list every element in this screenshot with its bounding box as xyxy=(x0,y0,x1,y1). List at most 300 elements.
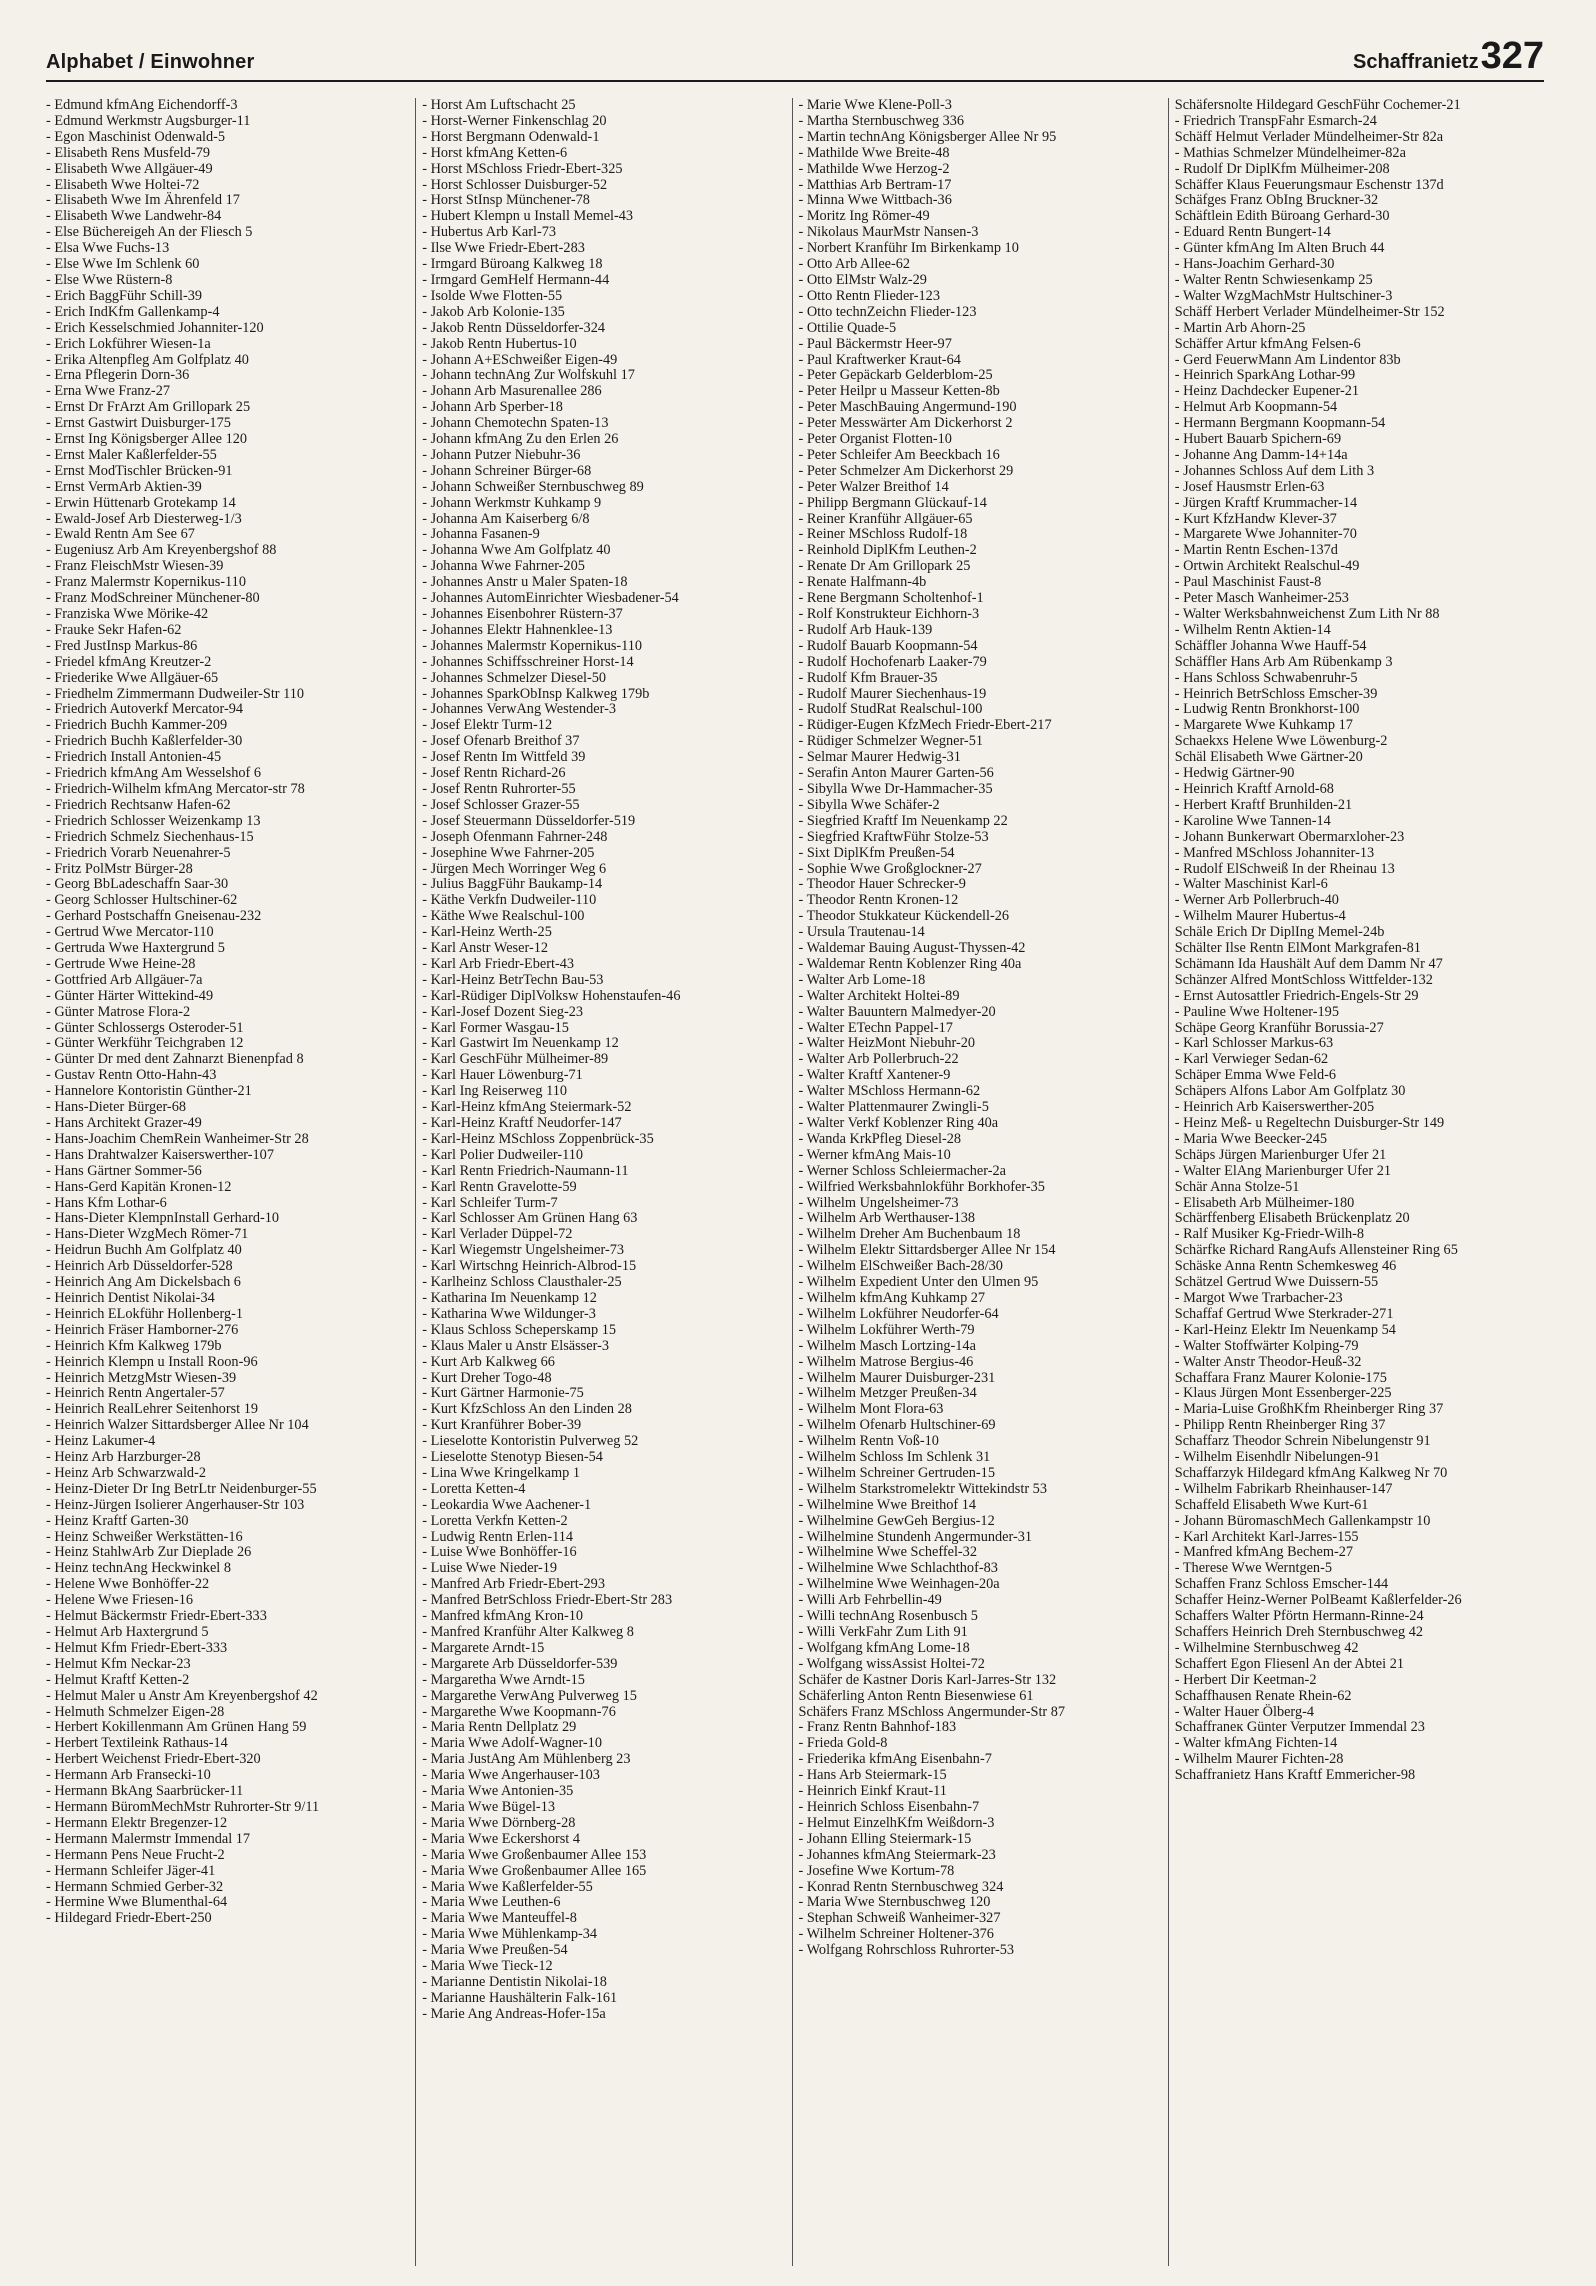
directory-entry: - Konrad Rentn Sternbuschweg 324 xyxy=(798,1878,1004,1895)
directory-entry: Schärffenberg Elisabeth Brückenplatz 20 xyxy=(1174,1210,1410,1227)
directory-entry: - Edmund kfmAng Eichendorff-3 xyxy=(46,98,238,113)
directory-entry: - Karoline Wwe Tannen-14 xyxy=(1174,812,1331,829)
directory-entry: - Wilhelm Rentn Aktien-14 xyxy=(1174,621,1331,638)
directory-entry: - Karl Ing Reiserweg 110 xyxy=(422,1083,568,1100)
directory-entry: - Karl-Rüdiger DiplVolksw Hohenstaufen-46 xyxy=(422,987,681,1004)
directory-entry: - Maria Wwe Beecker-245 xyxy=(1174,1130,1328,1147)
directory-entry: - Ernst Ing Königsberger Allee 120 xyxy=(46,431,248,448)
directory-entry: - Wilhelmine Sternbuschweg 42 xyxy=(1174,1639,1359,1656)
directory-entry: - Maria Wwe Angerhauser-103 xyxy=(422,1767,600,1784)
directory-entry: - Rudolf Maurer Siechenhaus-19 xyxy=(798,685,987,702)
directory-entry: - Walter WzgMachMstr Hultschiner-3 xyxy=(1174,287,1393,304)
directory-entry: - Margarete Wwe Johanniter-70 xyxy=(1174,526,1357,543)
directory-entry: - Jakob Rentn Hubertus-10 xyxy=(422,335,577,352)
directory-entry: - Moritz Ing Römer-49 xyxy=(798,208,930,225)
directory-entry: - Waldemar Bauing August-Thyssen-42 xyxy=(798,940,1026,957)
directory-entry: - Peter Schmelzer Am Dickerhorst 29 xyxy=(798,462,1014,479)
directory-entry: - Josef Rentn Richard-26 xyxy=(422,765,566,782)
directory-entry: - Katharina Im Neuenkamp 12 xyxy=(422,1289,597,1306)
directory-entry: - Johannes Schmelzer Diesel-50 xyxy=(422,669,607,686)
directory-entry: - Maria Wwe Eckershorst 4 xyxy=(422,1830,580,1847)
directory-entry: - Ewald-Josef Arb Diesterweg-1/3 xyxy=(46,510,242,527)
directory-entry: - Heinrich Ang Am Dickelsbach 6 xyxy=(46,1274,241,1291)
directory-entry: - Maria Wwe Leuthen-6 xyxy=(422,1894,561,1911)
directory-entry: - Karl Former Wasgau-15 xyxy=(422,1019,569,1036)
directory-entry: - Josef Schlosser Grazer-55 xyxy=(422,796,580,813)
directory-entry: - Hermann Schmied Gerber-32 xyxy=(46,1878,224,1895)
directory-entry: - Helmut Arb Haxtergrund 5 xyxy=(46,1624,209,1640)
directory-entry: - Johannes kfmAng Steiermark-23 xyxy=(798,1846,996,1863)
directory-entry: - Rüdiger-Eugen KfzMech Friedr-Ebert-217 xyxy=(798,717,1052,734)
directory-entry: - Herbert Kraftf Brunhilden-21 xyxy=(1174,796,1353,813)
directory-entry: - Walter Stoffwärter Kolping-79 xyxy=(1174,1337,1359,1354)
directory-entry: - Theodor Stukkateur Kückendell-26 xyxy=(798,908,1010,925)
directory-entry: - Herbert Dir Keetman-2 xyxy=(1174,1671,1317,1688)
directory-entry: - Wilhelm Lokführer Werth-79 xyxy=(798,1321,975,1338)
directory-entry: - Heinrich MetzgMstr Wiesen-39 xyxy=(46,1369,237,1386)
directory-entry: - Karl Polier Dudweiler-110 xyxy=(422,1146,584,1163)
directory-entry: - Heinrich Klempn u Install Roon-96 xyxy=(46,1353,258,1370)
directory-entry: - Hans Arb Steiermark-15 xyxy=(798,1767,947,1784)
directory-entry: - Hans-Dieter Bürger-68 xyxy=(46,1099,186,1116)
directory-entry: - Heinz Lakumer-4 xyxy=(46,1433,156,1450)
directory-entry: - Reiner MSchloss Rudolf-18 xyxy=(798,526,968,543)
directory-entry: - Karl Wiegemstr Ungelsheimer-73 xyxy=(422,1242,624,1259)
column-3 xyxy=(792,98,1168,2266)
directory-entry: - Rudolf Dr DiplKfm Mülheimer-208 xyxy=(1174,160,1390,177)
directory-columns xyxy=(46,98,1544,2266)
directory-entry: - Hans Architekt Grazer-49 xyxy=(46,1115,202,1131)
directory-entry: - Walter Werksbahnweichenst Zum Lith Nr 88 xyxy=(1174,606,1440,622)
directory-entry: - Walter Plattenmaurer Zwingli-5 xyxy=(798,1099,989,1116)
directory-entry: - Wilhelm Dreher Am Buchenbaum 18 xyxy=(798,1226,1021,1243)
directory-entry: - Jürgen Kraftf Krummacher-14 xyxy=(1174,494,1358,511)
directory-entry: - Ortwin Architekt Realschul-49 xyxy=(1174,558,1360,575)
directory-entry: - Paul Bäckermstr Heer-97 xyxy=(798,335,952,352)
directory-entry: - Irmgard Büroang Kalkweg 18 xyxy=(422,256,603,273)
directory-entry: - Wilhelm Ofenarb Hultschiner-69 xyxy=(798,1417,996,1434)
directory-entry: - Werner Schloss Schleiermacher-2a xyxy=(798,1162,1007,1179)
directory-entry: - Wilhelm Schreiner Holtener-376 xyxy=(798,1926,994,1943)
directory-entry: - Hermann Pens Neue Frucht-2 xyxy=(46,1846,225,1863)
directory-entry: - Erich Kesselschmied Johanniter-120 xyxy=(46,319,264,336)
directory-entry: Schaffhausen Renate Rhein-62 xyxy=(1174,1687,1352,1704)
directory-entry: - Walter Kraftf Xantener-9 xyxy=(798,1067,951,1084)
directory-entry: - Maria Rentn Dellplatz 29 xyxy=(422,1719,577,1736)
directory-entry: - Gustav Rentn Otto-Hahn-43 xyxy=(46,1067,217,1084)
directory-entry: - Karl-Heinz kfmAng Steiermark-52 xyxy=(422,1099,632,1116)
directory-entry: - Karl-Heinz Elektr Im Neuenkamp 54 xyxy=(1174,1321,1396,1338)
directory-entry: - Josef Hausmstr Erlen-63 xyxy=(1174,478,1325,495)
directory-entry: - Peter Heilpr u Masseur Ketten-8b xyxy=(798,383,1000,400)
directory-entry: - Else Büchereigeh An der Fliesch 5 xyxy=(46,224,253,241)
directory-entry: - Walter Bauuntern Malmedyer-20 xyxy=(798,1003,996,1020)
directory-entry: - Johann Putzer Niebuhr-36 xyxy=(422,446,581,463)
directory-entry: - Walter Arb Lome-18 xyxy=(798,971,926,988)
directory-entry: - Karl Schlosser Am Grünen Hang 63 xyxy=(422,1210,638,1227)
directory-entry: - Johann Werkmstr Kuhkamp 9 xyxy=(422,494,602,511)
directory-entry: - Georg Schlosser Hultschiner-62 xyxy=(46,892,238,909)
directory-entry: - Helmut Kraftf Ketten-2 xyxy=(46,1671,190,1688)
directory-entry: - Elisabeth Rens Musfeld-79 xyxy=(46,144,210,161)
directory-entry: Schäffler Hans Arb Am Rübenkamp 3 xyxy=(1174,653,1393,670)
directory-entry: - Karl Architekt Karl-Jarres-155 xyxy=(1174,1528,1359,1545)
directory-entry: - Maria Wwe Antonien-35 xyxy=(422,1783,574,1800)
directory-entry: - Siegfried Kraftf Im Neuenkamp 22 xyxy=(798,812,1008,829)
directory-entry: - Loretta Verkfn Ketten-2 xyxy=(422,1512,568,1529)
directory-entry: - Peter Gepäckarb Gelderblom-25 xyxy=(798,367,993,384)
directory-entry: - Nikolaus MaurMstr Nansen-3 xyxy=(798,224,979,241)
directory-entry: - Heinrich ELokführ Hollenberg-1 xyxy=(46,1305,244,1322)
directory-entry: - Johannes AutomEinrichter Wiesbadener-54 xyxy=(422,590,679,607)
directory-entry: - Friederike Wwe Allgäuer-65 xyxy=(46,669,219,686)
directory-entry: - Kurt Gärtner Harmonie-75 xyxy=(422,1385,584,1402)
directory-entry: - Margaretha Wwe Arndt-15 xyxy=(422,1671,585,1688)
directory-entry: - Friederika kfmAng Eisenbahn-7 xyxy=(798,1751,992,1768)
directory-entry: - Friedrich Install Antonien-45 xyxy=(46,749,222,766)
directory-entry: - Günter Dr med dent Zahnarzt Bienenpfad 8 xyxy=(46,1051,304,1068)
directory-entry: - Rudolf Arb Hauk-139 xyxy=(798,621,933,638)
directory-entry: - Walter Maschinist Karl-6 xyxy=(1174,876,1328,893)
directory-entry: - Ludwig Rentn Bronkhorst-100 xyxy=(1174,701,1360,718)
directory-entry: - Heinz Arb Harzburger-28 xyxy=(46,1449,201,1466)
directory-entry: - Siegfried KraftwFühr Stolze-53 xyxy=(798,828,989,845)
directory-entry: - Walter HeizMont Niebuhr-20 xyxy=(798,1035,976,1052)
directory-entry: - Margarete Arndt-15 xyxy=(422,1639,545,1656)
directory-entry: - Elisabeth Wwe Landwehr-84 xyxy=(46,208,222,225)
directory-entry: - Joseph Ofenmann Fahrner-248 xyxy=(422,828,608,845)
directory-entry: - Marianne Haushälterin Falk-161 xyxy=(422,1989,618,2006)
directory-entry: - Marie Wwe Klene-Poll-3 xyxy=(798,98,952,113)
directory-entry: - Ursula Trautenau-14 xyxy=(798,924,925,941)
directory-entry: Schäfer de Kastner Doris Karl-Jarres-Str 132 xyxy=(798,1671,1057,1688)
directory-entry: - Ernst ModTischler Brücken-91 xyxy=(46,462,233,479)
directory-entry: - Rudolf Hochofenarb Laaker-79 xyxy=(798,653,987,670)
directory-entry: - Josephine Wwe Fahrner-205 xyxy=(422,844,595,861)
directory-entry: - Karl Rentn Friedrich-Naumann-11 xyxy=(422,1162,629,1179)
directory-entry: - Hermann BkAng Saarbrücker-11 xyxy=(46,1783,244,1800)
directory-entry: - Heinz Arb Schwarzwald-2 xyxy=(46,1464,206,1481)
directory-entry: - Willi Arb Fehrbellin-49 xyxy=(798,1592,942,1609)
directory-entry: - Manfred Arb Friedr-Ebert-293 xyxy=(422,1576,605,1593)
directory-entry: - Heinrich Kraftf Arnold-68 xyxy=(1174,780,1334,797)
directory-entry: - Wilhelm Starkstromelektr Wittekindstr 53 xyxy=(798,1480,1047,1497)
directory-entry: - Gertrude Wwe Heine-28 xyxy=(46,955,196,972)
directory-entry: - Wilhelm Elektr Sittardsberger Allee Nr 154 xyxy=(798,1242,1056,1259)
directory-entry: - Horst Bergmann Odenwald-1 xyxy=(422,128,600,145)
directory-entry: - Helmuth Schmelzer Eigen-28 xyxy=(46,1703,225,1720)
directory-entry: - Helmut Maler u Anstr Am Kreyenbergshof 42 xyxy=(46,1687,318,1704)
directory-entry: - Wilhelm Schloss Im Schlenk 31 xyxy=(798,1449,991,1466)
directory-entry: - Martha Sternbuschweg 336 xyxy=(798,112,965,129)
directory-entry: - Waldemar Rentn Koblenzer Ring 40a xyxy=(798,955,1022,972)
directory-entry: Schäffler Johanna Wwe Hauff-54 xyxy=(1174,637,1367,654)
directory-entry: - Paul Kraftwerker Kraut-64 xyxy=(798,351,961,368)
directory-entry: - Johann Schweißer Sternbuschweg 89 xyxy=(422,478,644,495)
directory-entry: - Heinz StahlwArb Zur Dieplade 26 xyxy=(46,1544,252,1561)
directory-entry: - Josef Steuermann Düsseldorfer-519 xyxy=(422,812,636,829)
directory-entry: - Heinz-Dieter Dr Ing BetrLtr Neidenburger-55 xyxy=(46,1480,317,1497)
directory-entry: - Stephan Schweiß Wanheimer-327 xyxy=(798,1910,1001,1927)
directory-entry: - Rüdiger Schmelzer Wegner-51 xyxy=(798,733,983,750)
directory-entry: Schaffarz Theodor Schrein Nibelungenstr 91 xyxy=(1174,1433,1431,1450)
directory-entry: - Eugeniusz Arb Am Kreyenbergshof 88 xyxy=(46,542,277,559)
directory-entry: - Karl Schlosser Markus-63 xyxy=(1174,1035,1334,1052)
directory-entry: - Wilhelmine Wwe Breithof 14 xyxy=(798,1496,977,1513)
directory-entry: - Horst StInsp Münchener-78 xyxy=(422,192,590,209)
directory-entry: - Heinrich RealLehrer Seitenhorst 19 xyxy=(46,1401,258,1418)
directory-entry: - Pauline Wwe Holtener-195 xyxy=(1174,1003,1339,1020)
directory-entry: - Erna Wwe Franz-27 xyxy=(46,383,170,400)
directory-entry: - Maria Wwe Manteuffel-8 xyxy=(422,1910,577,1927)
directory-entry: - Martin technAng Königsberger Allee Nr 95 xyxy=(798,128,1057,145)
directory-entry: - Hans Drahtwalzer Kaiserswerther-107 xyxy=(46,1146,274,1163)
directory-entry: - Lina Wwe Kringelkamp 1 xyxy=(422,1464,580,1481)
directory-entry: - Wolfgang Rohrschloss Ruhrorter-53 xyxy=(798,1942,1014,1959)
directory-entry: - Rudolf Kfm Brauer-35 xyxy=(798,669,938,686)
directory-entry: - Renate Halfmann-4b xyxy=(798,574,927,591)
directory-entry: - Franziska Wwe Mörike-42 xyxy=(46,606,209,622)
directory-entry: - Fritz PolMstr Bürger-28 xyxy=(46,860,193,877)
directory-entry: - Theodor Hauer Schrecker-9 xyxy=(798,876,966,893)
directory-entry: - Isolde Wwe Flotten-55 xyxy=(422,287,563,304)
directory-entry: - Horst Am Luftschacht 25 xyxy=(422,98,576,113)
directory-entry: - Margarete Arb Düsseldorfer-539 xyxy=(422,1655,618,1672)
directory-entry: - Heinrich Fräser Hamborner-276 xyxy=(46,1321,239,1338)
directory-entry: - Katharina Wwe Wildunger-3 xyxy=(422,1305,596,1322)
directory-entry: - Karl-Heinz Werth-25 xyxy=(422,924,552,941)
directory-entry: - Wilhelm ElSchweißer Bach-28/30 xyxy=(798,1258,1003,1275)
directory-entry: - Jürgen Mech Worringer Weg 6 xyxy=(422,860,607,877)
directory-entry: - Norbert Kranführ Im Birkenkamp 10 xyxy=(798,240,1019,257)
directory-entry: - Hans Schloss Schwabenruhr-5 xyxy=(1174,669,1358,686)
directory-entry: - Friedrich Autoverkf Mercator-94 xyxy=(46,701,244,718)
directory-entry: - Erich IndKfm Gallenkamp-4 xyxy=(46,303,220,320)
directory-entry: Schaffara Franz Maurer Kolonie-175 xyxy=(1174,1369,1387,1386)
directory-entry: - Maria Wwe Sternbuschweg 120 xyxy=(798,1894,991,1911)
directory-entry: - Heinrich Dentist Nikolai-34 xyxy=(46,1289,215,1306)
directory-entry: - Klaus Schloss Scheperskamp 15 xyxy=(422,1321,617,1338)
directory-entry: - Hans-Dieter WzgMech Römer-71 xyxy=(46,1226,249,1243)
directory-entry: - Johannes VerwAng Westender-3 xyxy=(422,701,617,718)
directory-entry: - Friedrich Schlosser Weizenkamp 13 xyxy=(46,812,261,829)
directory-entry: Schäle Erich Dr DiplIng Memel-24b xyxy=(1174,924,1385,941)
directory-entry: - Walter ElAng Marienburger Ufer 21 xyxy=(1174,1162,1392,1179)
page-number: 327 xyxy=(1480,35,1544,77)
directory-entry: - Heinrich Walzer Sittardsberger Allee Nr 104 xyxy=(46,1417,309,1434)
directory-entry: Schaffranietz Hans Kraftf Emmericher-98 xyxy=(1174,1767,1416,1784)
directory-entry: - Renate Dr Am Grillopark 25 xyxy=(798,558,971,575)
directory-entry: - Otto ElMstr Walz-29 xyxy=(798,271,927,288)
directory-entry: Schälter Ilse Rentn ElMont Markgrafen-81 xyxy=(1174,940,1421,957)
directory-entry: - Horst MSchloss Friedr-Ebert-325 xyxy=(422,160,623,177)
directory-entry: - Minna Wwe Wittbach-36 xyxy=(798,192,952,209)
directory-entry: - Heidrun Buchh Am Golfplatz 40 xyxy=(46,1242,242,1259)
directory-entry: - Else Wwe Im Schlenk 60 xyxy=(46,256,200,273)
directory-entry: - Johann Chemotechn Spaten-13 xyxy=(422,415,609,432)
directory-entry: - Gertrud Wwe Mercator-110 xyxy=(46,924,214,941)
directory-entry: - Franz Malermstr Kopernikus-110 xyxy=(46,574,246,591)
directory-entry: - Frauke Sekr Hafen-62 xyxy=(46,621,182,638)
directory-entry: - Willi VerkFahr Zum Lith 91 xyxy=(798,1624,968,1640)
directory-entry: - Friedhelm Zimmermann Dudweiler-Str 110 xyxy=(46,685,305,702)
directory-entry: Schaffert Egon Fliesenl An der Abtei 21 xyxy=(1174,1655,1404,1672)
directory-entry: - Wilhelm Fabrikarb Rheinhauser-147 xyxy=(1174,1480,1393,1497)
directory-entry: - Peter Walzer Breithof 14 xyxy=(798,478,949,495)
directory-entry: - Selmar Maurer Hedwig-31 xyxy=(798,749,961,766)
directory-entry: - Hermann BüromMechMstr Ruhrorter-Str 9/11 xyxy=(46,1798,320,1815)
directory-entry: - Hermann Elektr Bregenzer-12 xyxy=(46,1814,228,1831)
directory-entry: - Erna Pflegerin Dorn-36 xyxy=(46,367,190,384)
directory-entry: - Frieda Gold-8 xyxy=(798,1735,888,1752)
directory-entry: - Helmut Kfm Friedr-Ebert-333 xyxy=(46,1639,228,1656)
directory-entry: - Wilhelmine Wwe Weinhagen-20a xyxy=(798,1576,1000,1593)
directory-entry: - Reinhold DiplKfm Leuthen-2 xyxy=(798,542,977,559)
directory-entry: - Hermann Malermstr Immendal 17 xyxy=(46,1830,251,1847)
directory-entry: - Klaus Maler u Anstr Elsässer-3 xyxy=(422,1337,609,1354)
directory-entry: Schaffers Heinrich Dreh Sternbuschweg 42 xyxy=(1174,1624,1424,1640)
directory-entry: - Karl-Josef Dozent Sieg-23 xyxy=(422,1003,584,1020)
directory-entry: Schäpe Georg Kranführ Borussia-27 xyxy=(1174,1019,1384,1036)
directory-entry: - Otto Arb Allee-62 xyxy=(798,256,911,273)
directory-entry: - Horst-Werner Finkenschlag 20 xyxy=(422,112,607,129)
directory-entry: - Heinz Kraftf Garten-30 xyxy=(46,1512,189,1529)
directory-entry: - Hans-Dieter KlempnInstall Gerhard-10 xyxy=(46,1210,280,1227)
directory-entry: - Ewald Rentn Am See 67 xyxy=(46,526,195,543)
directory-entry: - Heinz Schweißer Werkstätten-16 xyxy=(46,1528,243,1545)
directory-entry: Schäffer Klaus Feuerungsmaur Eschenstr 137d xyxy=(1174,176,1444,193)
directory-entry: - Philipp Bergmann Glückauf-14 xyxy=(798,494,987,511)
directory-entry: Schäff Herbert Verlader Mündelheimer-Str 152 xyxy=(1174,303,1445,320)
directory-entry: - Johanna Wwe Fahrner-205 xyxy=(422,558,585,575)
directory-entry: - Erwin Hüttenarb Grotekamp 14 xyxy=(46,494,236,511)
directory-entry: - Wilfried Werksbahnlokführ Borkhofer-35 xyxy=(798,1178,1045,1195)
directory-entry: - Johannes Eisenbohrer Rüstern-37 xyxy=(422,606,623,622)
directory-entry: - Karl Gastwirt Im Neuenkamp 12 xyxy=(422,1035,619,1052)
directory-entry: - Karl Wirtschng Heinrich-Albrod-15 xyxy=(422,1258,637,1275)
directory-entry: - Marianne Dentistin Nikolai-18 xyxy=(422,1973,607,1990)
directory-entry: - Paul Maschinist Faust-8 xyxy=(1174,574,1322,591)
directory-entry: - Walter Hauer Ölberg-4 xyxy=(1174,1703,1314,1720)
directory-entry: - Rudolf ElSchweiß In der Rheinau 13 xyxy=(1174,860,1395,877)
directory-entry: - Wilhelm Lokführer Neudorfer-64 xyxy=(798,1305,999,1322)
directory-entry: - Karl GeschFühr Mülheimer-89 xyxy=(422,1051,609,1068)
directory-entry: - Hermann Bergmann Koopmann-54 xyxy=(1174,415,1386,432)
directory-entry: - Hans Kfm Lothar-6 xyxy=(46,1194,167,1211)
directory-entry: - Jakob Rentn Düsseldorfer-324 xyxy=(422,319,606,336)
directory-entry: - Maria Wwe Großenbaumer Allee 153 xyxy=(422,1846,647,1863)
directory-entry: - Günter Werkführ Teichgraben 12 xyxy=(46,1035,244,1052)
directory-entry: Schäffer Artur kfmAng Felsen-6 xyxy=(1174,335,1361,352)
directory-entry: - Helene Wwe Friesen-16 xyxy=(46,1592,194,1609)
directory-entry: - Gottfried Arb Allgäuer-7a xyxy=(46,971,203,988)
directory-entry: - Wilhelm Arb Werthauser-138 xyxy=(798,1210,976,1227)
directory-entry: - Lieselotte Stenotyp Biesen-54 xyxy=(422,1449,603,1466)
directory-entry: - Karl-Heinz MSchloss Zoppenbrück-35 xyxy=(422,1130,654,1147)
directory-entry: - Hans-Gerd Kapitän Kronen-12 xyxy=(46,1178,232,1195)
directory-entry: - Klaus Jürgen Mont Essenberger-225 xyxy=(1174,1385,1392,1402)
directory-entry: - Wilhelm Metzger Preußen-34 xyxy=(798,1385,977,1402)
directory-entry: - Maria Wwe Dörnberg-28 xyxy=(422,1814,576,1831)
directory-entry: - Ralf Musiker Kg-Friedr-Wilh-8 xyxy=(1174,1226,1365,1243)
directory-entry: - Helmut Kfm Neckar-23 xyxy=(46,1655,191,1672)
directory-entry: - Manfred BetrSchloss Friedr-Ebert-Str 283 xyxy=(422,1592,673,1609)
directory-entry: - Johann A+ESchweißer Eigen-49 xyxy=(422,351,618,368)
directory-entry: - Franz FleischMstr Wiesen-39 xyxy=(46,558,224,575)
directory-entry: - Hermine Wwe Blumenthal-64 xyxy=(46,1894,228,1911)
directory-entry: - Peter Organist Flotten-10 xyxy=(798,431,952,448)
directory-entry: - Wolfgang wissAssist Holtei-72 xyxy=(798,1655,985,1672)
directory-entry: - Otto Rentn Flieder-123 xyxy=(798,287,940,304)
directory-entry: - Karl Schleifer Turm-7 xyxy=(422,1194,558,1211)
directory-entry: - Hans-Joachim Gerhard-30 xyxy=(1174,256,1335,273)
directory-entry: - Therese Wwe Werntgen-5 xyxy=(1174,1560,1332,1577)
directory-entry: - Karl Verwieger Sedan-62 xyxy=(1174,1051,1329,1068)
directory-entry: - Heinz technAng Heckwinkel 8 xyxy=(46,1560,232,1577)
directory-entry: - Rene Bergmann Scholtenhof-1 xyxy=(798,590,984,607)
directory-entry: - Karl-Heinz Kraftf Neudorfer-147 xyxy=(422,1115,622,1131)
directory-entry: - Josefine Wwe Kortum-78 xyxy=(798,1862,955,1879)
directory-entry: - Hans-Joachim ChemRein Wanheimer-Str 28 xyxy=(46,1130,309,1147)
directory-entry: Schäftlein Edith Büroang Gerhard-30 xyxy=(1174,208,1390,225)
directory-entry: - Johann Schreiner Bürger-68 xyxy=(422,462,592,479)
directory-entry: - Kurt Dreher Togo-48 xyxy=(422,1369,552,1386)
directory-entry: - Helmut Bäckermstr Friedr-Ebert-333 xyxy=(46,1608,267,1625)
directory-entry: - Martin Arb Ahorn-25 xyxy=(1174,319,1306,336)
directory-entry: - Hermann Schleifer Jäger-41 xyxy=(46,1862,216,1879)
directory-entry: - Johannes Schiffsschreiner Horst-14 xyxy=(422,653,634,670)
directory-entry: - Leokardia Wwe Aachener-1 xyxy=(422,1496,592,1513)
directory-entry: - Günter Härter Wittekind-49 xyxy=(46,987,214,1004)
directory-entry: - Johannes Malermstr Kopernikus-110 xyxy=(422,637,643,654)
directory-entry: - Maria Wwe Preußen-54 xyxy=(422,1942,568,1959)
directory-entry: - Mathias Schmelzer Mündelheimer-82a xyxy=(1174,144,1406,161)
directory-entry: - Wilhelmine GewGeh Bergius-12 xyxy=(798,1512,995,1529)
directory-entry: - Käthe Wwe Realschul-100 xyxy=(422,908,585,925)
directory-entry: - Friedrich kfmAng Am Wesselshof 6 xyxy=(46,765,261,782)
directory-entry: Schätzel Gertrud Wwe Duissern-55 xyxy=(1174,1274,1379,1291)
directory-entry: - Rudolf Bauarb Koopmann-54 xyxy=(798,637,978,654)
directory-entry: - Loretta Ketten-4 xyxy=(422,1480,526,1497)
directory-entry: - Wilhelm Masch Lortzing-14a xyxy=(798,1337,976,1354)
directory-entry: - Heinrich Schloss Eisenbahn-7 xyxy=(798,1798,980,1815)
directory-entry: - Wilhelm Rentn Voß-10 xyxy=(798,1433,939,1450)
directory-entry: - Reiner Kranführ Allgäuer-65 xyxy=(798,510,973,527)
directory-entry: - Hubertus Arb Karl-73 xyxy=(422,224,557,241)
directory-entry: - Kurt Kranführer Bober-39 xyxy=(422,1417,582,1434)
directory-entry: - Maria Wwe Tieck-12 xyxy=(422,1958,553,1975)
directory-entry: - Karl Verlader Düppel-72 xyxy=(422,1226,573,1243)
directory-entry: - Theodor Rentn Kronen-12 xyxy=(798,892,959,909)
directory-entry: - Hubert Klempn u Install Memel-43 xyxy=(422,208,634,225)
directory-entry: - Helmut Arb Koopmann-54 xyxy=(1174,399,1338,416)
directory-entry: - Manfred kfmAng Kron-10 xyxy=(422,1608,584,1625)
directory-entry: - Wilhelm Maurer Fichten-28 xyxy=(1174,1751,1344,1768)
directory-entry: - Wolfgang kfmAng Lome-18 xyxy=(798,1639,970,1656)
directory-entry: - Hannelore Kontoristin Günther-21 xyxy=(46,1083,252,1100)
directory-entry: - Maria JustAng Am Mühlenberg 23 xyxy=(422,1751,631,1768)
directory-entry: - Walter Arb Pollerbruch-22 xyxy=(798,1051,959,1068)
directory-entry: - Helene Wwe Bonhöffer-22 xyxy=(46,1576,210,1593)
directory-entry: - Johanne Ang Damm-14+14a xyxy=(1174,446,1348,463)
directory-entry: Schäper Emma Wwe Feld-6 xyxy=(1174,1067,1337,1084)
section-title: Alphabet / Einwohner xyxy=(46,51,255,73)
directory-entry: - Hans Gärtner Sommer-56 xyxy=(46,1162,202,1179)
directory-entry: - Luise Wwe Bonhöffer-16 xyxy=(422,1544,577,1561)
directory-entry: - Wilhelm Schreiner Gertruden-15 xyxy=(798,1464,995,1481)
directory-entry: - Friedrich TranspFahr Esmarch-24 xyxy=(1174,112,1377,129)
directory-entry: - Mathilde Wwe Herzog-2 xyxy=(798,160,950,177)
